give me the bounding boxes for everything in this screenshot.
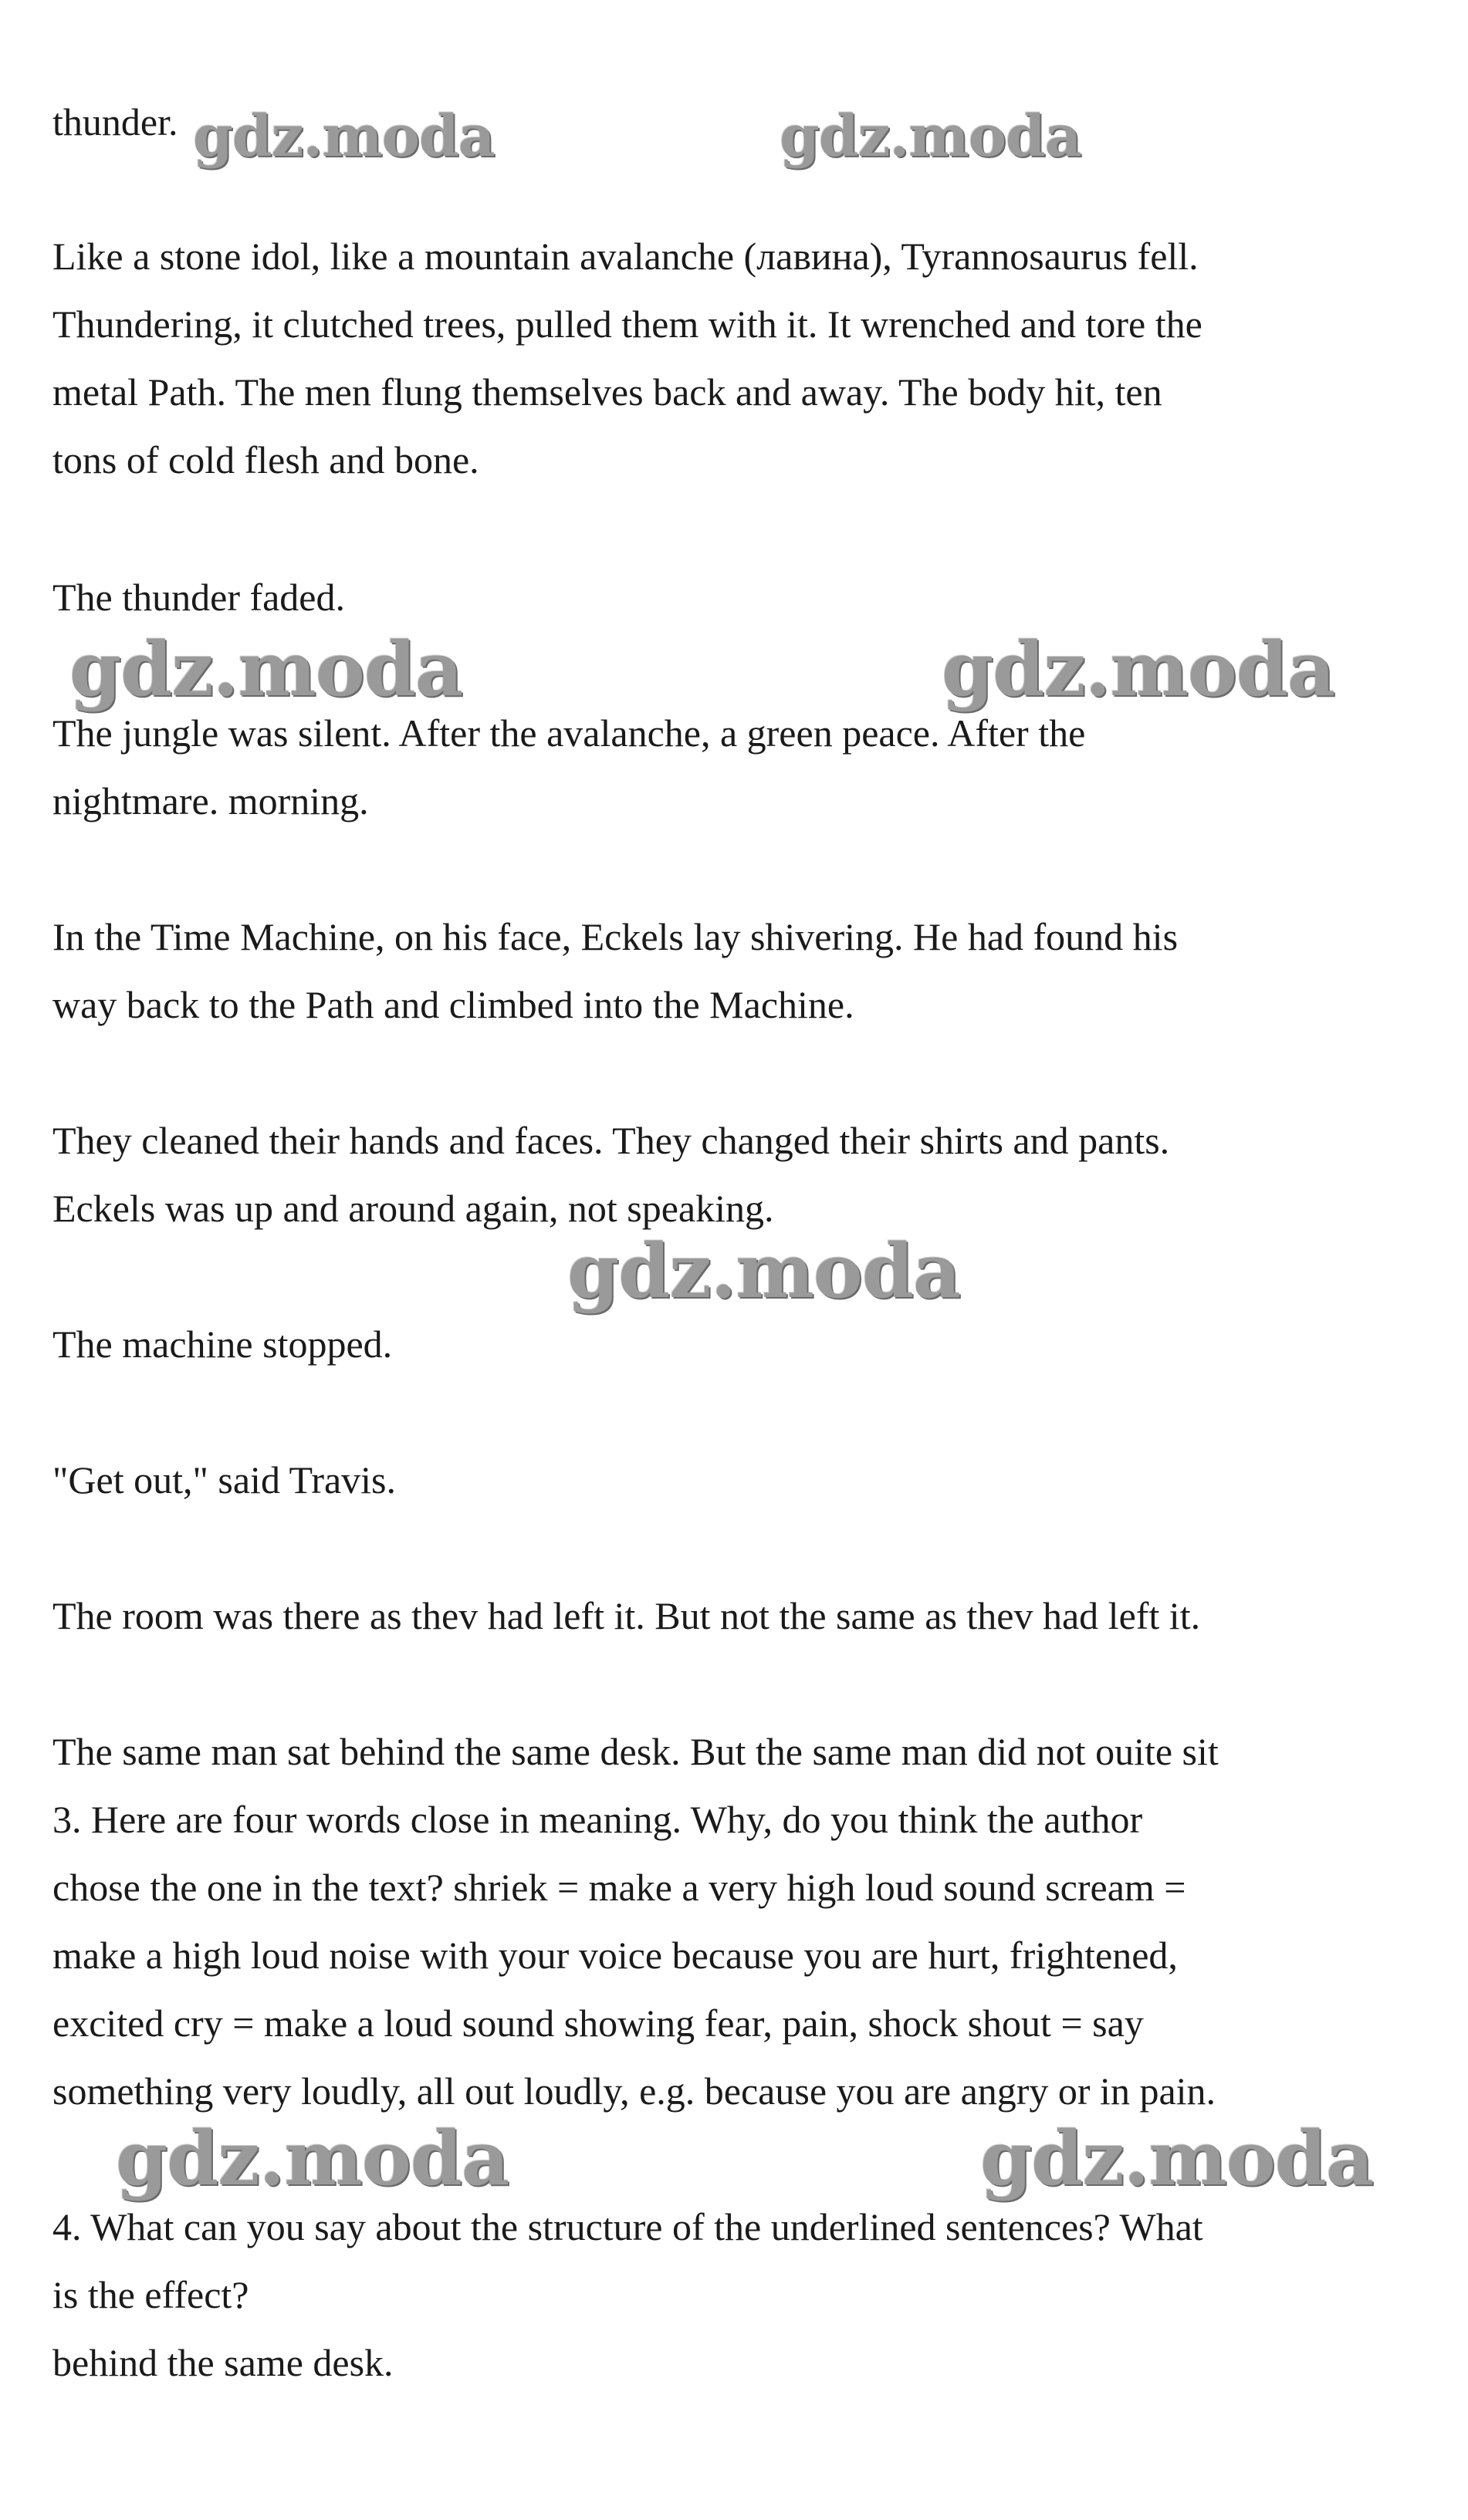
watermark: gdz.moda [69, 626, 463, 713]
text-line: thunder. [52, 100, 178, 144]
text-line: They cleaned their hands and faces. They changed their shirts and pants. [52, 1119, 1170, 1162]
text-line: chose the one in the text? shriek = make a very high loud sound scream = [52, 1866, 1186, 1909]
text-line: something very loudly, all out loudly, e.g. because you are angry or in pain. [52, 2069, 1216, 2113]
text-line: nightmare. morning. [52, 779, 369, 823]
text-line: excited cry = make a loud sound showing fear, pain, shock shout = say [52, 2001, 1144, 2045]
text-line: Thundering, it clutched trees, pulled them with it. It wrenched and tore the [52, 302, 1202, 346]
text-line: Like a stone idol, like a mountain avalanche (лавина), Tyrannosaurus fell. [52, 235, 1199, 278]
watermark: gdz.moda [567, 1228, 961, 1315]
text-line: behind the same desk. [52, 2341, 394, 2384]
text-line: metal Path. The men flung themselves back and away. The body hit, ten [52, 370, 1162, 414]
text-line: The jungle was silent. After the avalanche, a green peace. After the [52, 711, 1086, 755]
text-line: The machine stopped. [52, 1322, 393, 1366]
watermark: gdz.moda [780, 103, 1081, 170]
text-line: The same man sat behind the same desk. But the same man did not ouite sit [52, 1730, 1219, 1773]
text-line: 4. What can you say about the structure of the underlined sentences? What [52, 2205, 1203, 2248]
text-line: tons of cold flesh and bone. [52, 438, 479, 481]
text-line: In the Time Machine, on his face, Eckels lay shivering. He had found his [52, 915, 1179, 958]
text-line: 3. Here are four words close in meaning. Why, do you think the author [52, 1798, 1143, 1841]
text-line: is the effect? [52, 2273, 249, 2316]
text-line: make a high loud noise with your voice because you are hurt, frightened, [52, 1934, 1178, 1977]
watermark: gdz.moda [116, 2115, 509, 2202]
text-line: The thunder faded. [52, 576, 346, 619]
watermark: gdz.moda [942, 626, 1335, 713]
watermark: gdz.moda [193, 103, 495, 170]
text-line: way back to the Path and climbed into the Machine. [52, 983, 854, 1026]
watermark: gdz.moda [980, 2115, 1374, 2202]
text-line: Eckels was up and around again, not speaking. [52, 1187, 774, 1230]
text-line: "Get out," said Travis. [52, 1458, 397, 1502]
text-line: The room was there as thev had left it. But not the same as thev had left it. [52, 1594, 1201, 1637]
